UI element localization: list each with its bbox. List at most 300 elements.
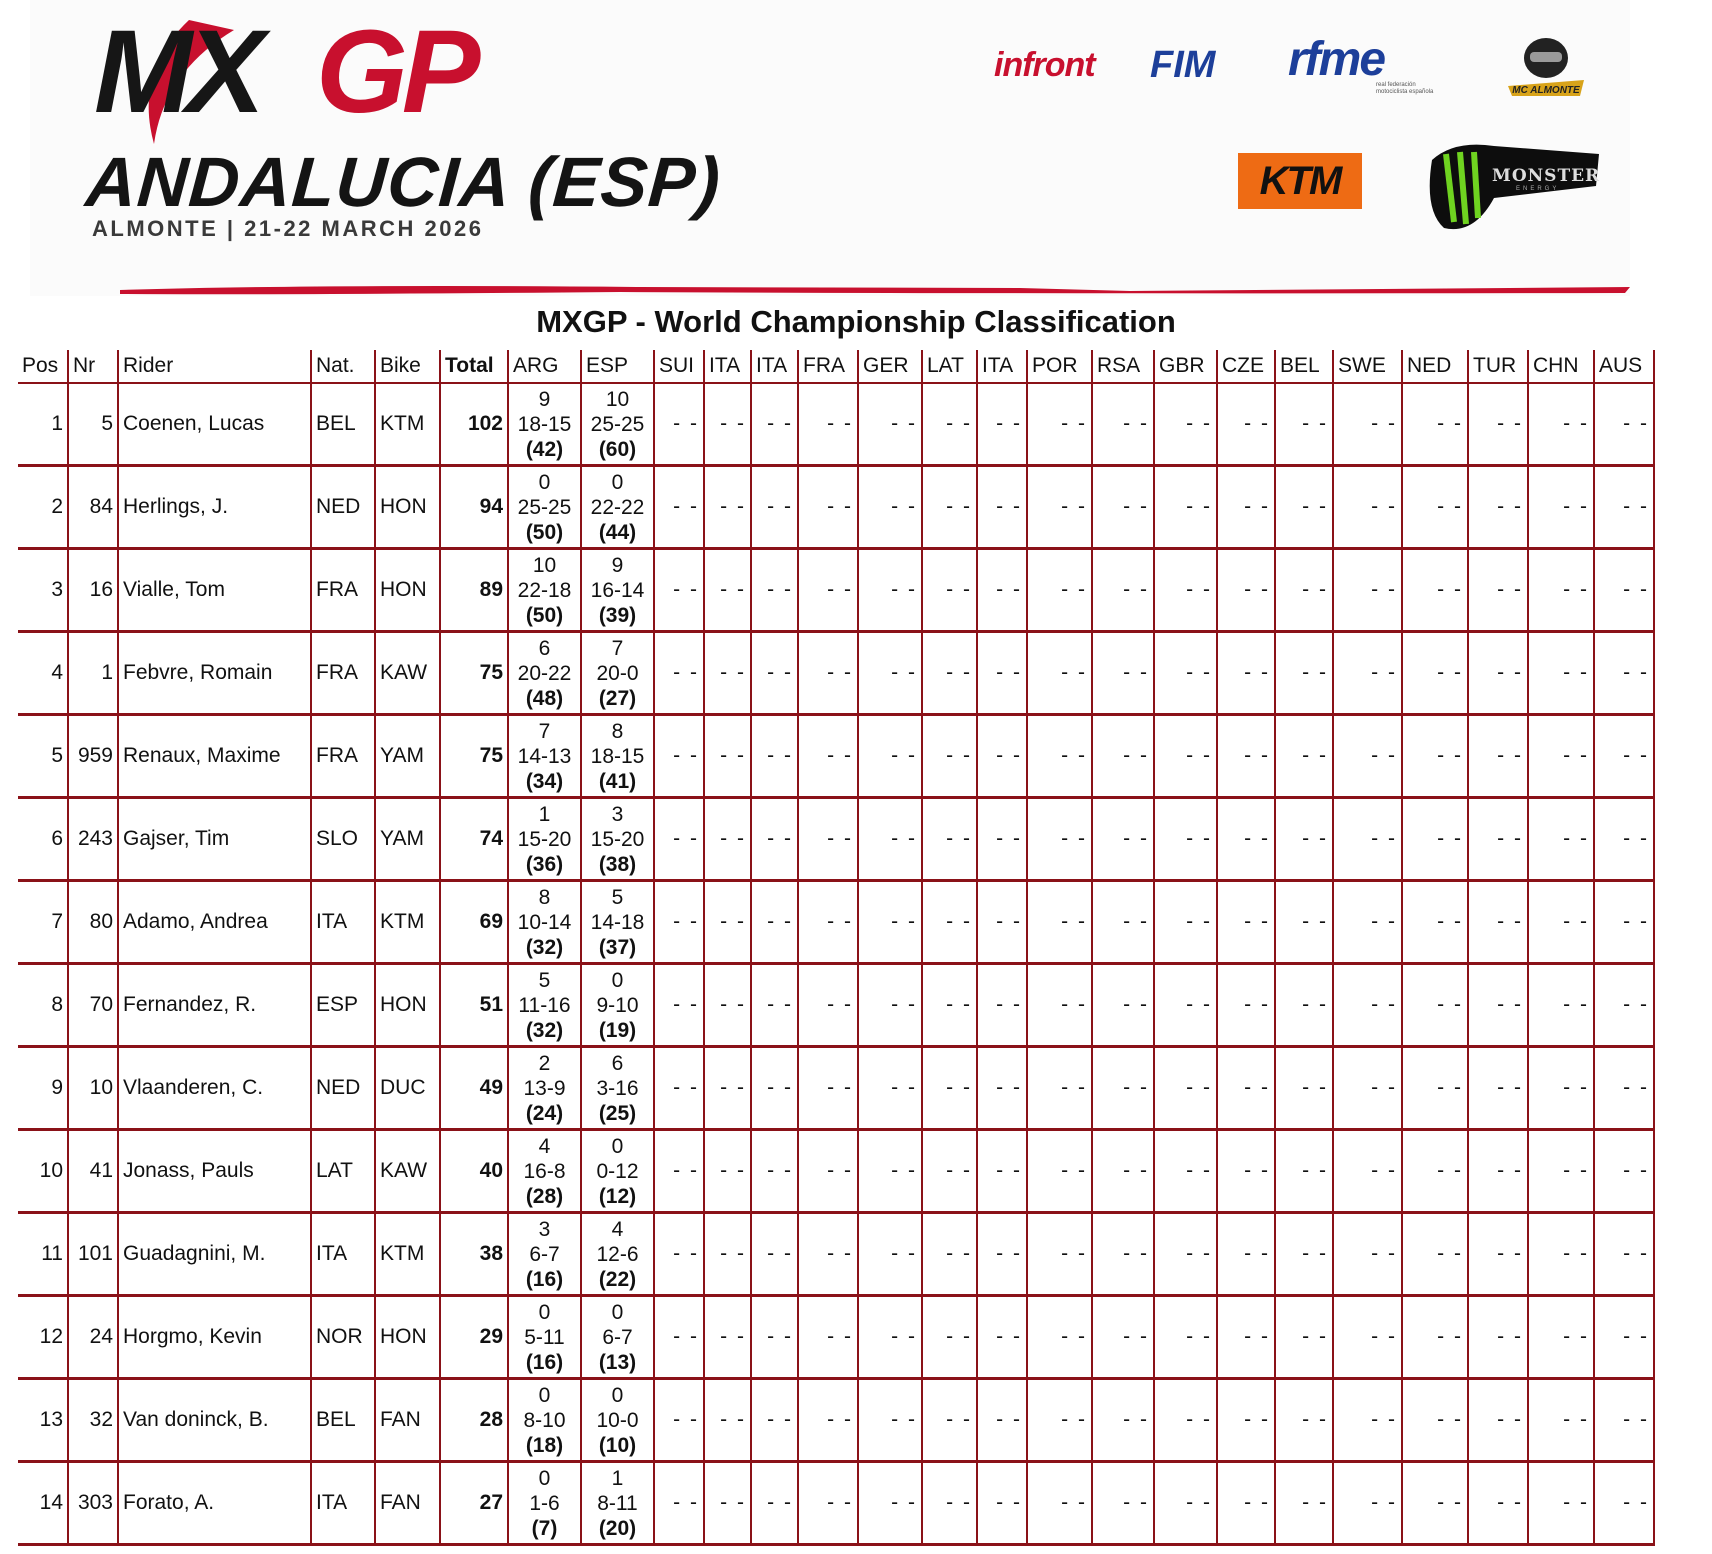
- empty-result-cell: - -: [858, 632, 922, 715]
- empty-result-cell: - -: [798, 383, 858, 466]
- empty-result-cell: - -: [1154, 964, 1217, 1047]
- empty-result-cell: - -: [1468, 964, 1528, 1047]
- nat-cell: NOR: [311, 1296, 375, 1379]
- empty-result-cell: - -: [922, 632, 977, 715]
- heat-points: 6-7: [602, 1325, 633, 1349]
- empty-result-cell: - -: [1275, 881, 1333, 964]
- empty-result-cell: - -: [858, 1047, 922, 1130]
- nat-cell: ITA: [311, 1213, 375, 1296]
- empty-result-cell: - -: [1528, 1047, 1594, 1130]
- mc-almonte-logo: [1496, 30, 1596, 100]
- empty-result-cell: - -: [798, 1130, 858, 1213]
- gp-points: (34): [525, 769, 564, 793]
- pos-cell: 6: [18, 798, 68, 881]
- empty-result-cell: - -: [1217, 1130, 1275, 1213]
- empty-result-cell: - -: [1027, 383, 1092, 466]
- gp-position: 0: [611, 1383, 624, 1407]
- empty-result-cell: - -: [1528, 383, 1594, 466]
- arg-result-cell: [508, 1379, 581, 1462]
- gp-points: (44): [598, 520, 637, 544]
- column-header-tur-22: TUR: [1468, 350, 1528, 383]
- empty-result-cell: - -: [798, 798, 858, 881]
- empty-result-cell: - -: [798, 1296, 858, 1379]
- esp-result-cell: [581, 798, 654, 881]
- empty-result-cell: - -: [977, 964, 1027, 1047]
- total-cell: 69: [440, 881, 508, 964]
- empty-result-cell: - -: [1594, 632, 1654, 715]
- empty-result-cell: - -: [654, 383, 704, 466]
- nr-cell: 70: [68, 964, 118, 1047]
- empty-result-cell: - -: [977, 1130, 1027, 1213]
- empty-result-cell: - -: [922, 1130, 977, 1213]
- gp-points: (36): [525, 852, 564, 876]
- empty-result-cell: - -: [922, 881, 977, 964]
- nat-cell: FRA: [311, 632, 375, 715]
- empty-result-cell: - -: [1154, 632, 1217, 715]
- empty-result-cell: - -: [1528, 1130, 1594, 1213]
- empty-result-cell: - -: [1217, 1213, 1275, 1296]
- gp-position: 1: [538, 802, 551, 826]
- empty-result-cell: - -: [1092, 1296, 1154, 1379]
- column-header-ger-12: GER: [858, 350, 922, 383]
- empty-result-cell: - -: [1528, 1462, 1594, 1545]
- empty-result-cell: - -: [858, 1130, 922, 1213]
- empty-result-cell: - -: [1217, 881, 1275, 964]
- esp-result-cell: [581, 1462, 654, 1545]
- empty-result-cell: - -: [1333, 632, 1402, 715]
- empty-result-cell: - -: [922, 1296, 977, 1379]
- pos-cell: 11: [18, 1213, 68, 1296]
- empty-result-cell: - -: [1594, 798, 1654, 881]
- gp-position: 0: [538, 1383, 551, 1407]
- table-row: [18, 383, 1654, 466]
- gp-position: 1: [611, 1466, 624, 1490]
- table-row: [18, 466, 1654, 549]
- rider-cell: Herlings, J.: [118, 466, 311, 549]
- empty-result-cell: - -: [798, 1379, 858, 1462]
- empty-result-cell: - -: [1275, 1462, 1333, 1545]
- empty-result-cell: - -: [1154, 1130, 1217, 1213]
- pos-cell: 2: [18, 466, 68, 549]
- column-header-lat-13: LAT: [922, 350, 977, 383]
- empty-result-cell: - -: [704, 1130, 751, 1213]
- empty-result-cell: - -: [1468, 466, 1528, 549]
- rider-cell: Adamo, Andrea: [118, 881, 311, 964]
- gp-position: 0: [611, 1134, 624, 1158]
- mxgp-logo-gp: GP: [316, 12, 475, 138]
- gp-points: (48): [525, 686, 564, 710]
- empty-result-cell: - -: [922, 964, 977, 1047]
- empty-result-cell: - -: [1217, 964, 1275, 1047]
- nat-cell: ITA: [311, 1462, 375, 1545]
- empty-result-cell: - -: [751, 549, 798, 632]
- arg-result-cell: [508, 632, 581, 715]
- empty-result-cell: - -: [704, 881, 751, 964]
- empty-result-cell: - -: [1027, 466, 1092, 549]
- empty-result-cell: - -: [1333, 881, 1402, 964]
- empty-result-cell: - -: [1594, 1130, 1654, 1213]
- empty-result-cell: - -: [1402, 1130, 1468, 1213]
- column-header-nat-3: Nat.: [311, 350, 375, 383]
- column-header-sui-8: SUI: [654, 350, 704, 383]
- empty-result-cell: - -: [1092, 798, 1154, 881]
- empty-result-cell: - -: [798, 881, 858, 964]
- gp-points: (16): [525, 1350, 564, 1374]
- arg-result-cell: [508, 466, 581, 549]
- table-row: [18, 881, 1654, 964]
- gp-position: 0: [538, 1466, 551, 1490]
- empty-result-cell: - -: [798, 715, 858, 798]
- total-cell: 51: [440, 964, 508, 1047]
- gp-points: (42): [525, 437, 564, 461]
- empty-result-cell: - -: [1092, 549, 1154, 632]
- empty-result-cell: - -: [1275, 1379, 1333, 1462]
- standings-table: [18, 350, 1655, 1546]
- bike-cell: KTM: [375, 881, 440, 964]
- empty-result-cell: - -: [1275, 466, 1333, 549]
- pos-cell: 7: [18, 881, 68, 964]
- gp-points: (50): [525, 603, 564, 627]
- gp-position: 8: [611, 719, 624, 743]
- empty-result-cell: - -: [1154, 1379, 1217, 1462]
- empty-result-cell: - -: [1402, 1047, 1468, 1130]
- total-cell: 28: [440, 1379, 508, 1462]
- empty-result-cell: - -: [751, 1130, 798, 1213]
- empty-result-cell: - -: [654, 549, 704, 632]
- empty-result-cell: - -: [1402, 549, 1468, 632]
- nr-cell: 16: [68, 549, 118, 632]
- event-subtitle: ALMONTE | 21-22 MARCH 2026: [92, 216, 484, 241]
- total-cell: 38: [440, 1213, 508, 1296]
- empty-result-cell: - -: [858, 383, 922, 466]
- column-header-por-15: POR: [1027, 350, 1092, 383]
- empty-result-cell: - -: [977, 798, 1027, 881]
- empty-result-cell: - -: [1027, 715, 1092, 798]
- gp-points: (28): [525, 1184, 564, 1208]
- empty-result-cell: - -: [1027, 1462, 1092, 1545]
- pos-cell: 13: [18, 1379, 68, 1462]
- empty-result-cell: - -: [977, 1462, 1027, 1545]
- nat-cell: BEL: [311, 1379, 375, 1462]
- empty-result-cell: - -: [1594, 466, 1654, 549]
- table-row: [18, 1213, 1654, 1296]
- empty-result-cell: - -: [1402, 466, 1468, 549]
- gp-position: 3: [538, 1217, 551, 1241]
- empty-result-cell: - -: [1027, 1296, 1092, 1379]
- gp-points: (12): [598, 1184, 637, 1208]
- nr-cell: 101: [68, 1213, 118, 1296]
- rfme-logo-subtitle: real federación motociclista española: [1376, 82, 1434, 95]
- empty-result-cell: - -: [1468, 1130, 1528, 1213]
- table-row: [18, 632, 1654, 715]
- empty-result-cell: - -: [858, 964, 922, 1047]
- column-header-esp-7: ESP: [581, 350, 654, 383]
- empty-result-cell: - -: [654, 1130, 704, 1213]
- empty-result-cell: - -: [1092, 383, 1154, 466]
- column-header-bike-4: Bike: [375, 350, 440, 383]
- mxgp-logo: [94, 12, 554, 152]
- empty-result-cell: - -: [1402, 881, 1468, 964]
- empty-result-cell: - -: [654, 798, 704, 881]
- empty-result-cell: - -: [1217, 632, 1275, 715]
- empty-result-cell: - -: [704, 632, 751, 715]
- empty-result-cell: - -: [798, 632, 858, 715]
- empty-result-cell: - -: [1528, 1379, 1594, 1462]
- empty-result-cell: - -: [858, 715, 922, 798]
- column-header-chn-23: CHN: [1528, 350, 1594, 383]
- gp-position: 9: [538, 387, 551, 411]
- empty-result-cell: - -: [977, 466, 1027, 549]
- empty-result-cell: - -: [1594, 1213, 1654, 1296]
- red-brush-stroke: [120, 282, 1630, 296]
- monster-energy-logo: [1424, 140, 1604, 240]
- gp-position: 0: [611, 1300, 624, 1324]
- total-cell: 75: [440, 715, 508, 798]
- empty-result-cell: - -: [1027, 549, 1092, 632]
- empty-result-cell: - -: [1402, 1296, 1468, 1379]
- heat-points: 11-16: [518, 993, 571, 1017]
- empty-result-cell: - -: [1333, 1296, 1402, 1379]
- arg-result-cell: [508, 1296, 581, 1379]
- empty-result-cell: - -: [1275, 549, 1333, 632]
- empty-result-cell: - -: [1333, 1047, 1402, 1130]
- empty-result-cell: - -: [977, 632, 1027, 715]
- esp-result-cell: [581, 383, 654, 466]
- gp-points: (41): [598, 769, 637, 793]
- total-cell: 89: [440, 549, 508, 632]
- pos-cell: 4: [18, 632, 68, 715]
- esp-result-cell: [581, 549, 654, 632]
- heat-points: 13-9: [523, 1076, 566, 1100]
- empty-result-cell: - -: [1217, 549, 1275, 632]
- rider-cell: Guadagnini, M.: [118, 1213, 311, 1296]
- empty-result-cell: - -: [1027, 1047, 1092, 1130]
- empty-result-cell: - -: [977, 383, 1027, 466]
- empty-result-cell: - -: [1092, 632, 1154, 715]
- column-header-nr-1: Nr: [68, 350, 118, 383]
- empty-result-cell: - -: [1594, 715, 1654, 798]
- empty-result-cell: - -: [1275, 1213, 1333, 1296]
- empty-result-cell: - -: [751, 881, 798, 964]
- arg-result-cell: [508, 798, 581, 881]
- esp-result-cell: [581, 1130, 654, 1213]
- empty-result-cell: - -: [1092, 1379, 1154, 1462]
- gp-position: 8: [538, 885, 551, 909]
- total-cell: 40: [440, 1130, 508, 1213]
- heat-points: 22-22: [590, 495, 645, 519]
- empty-result-cell: - -: [922, 1047, 977, 1130]
- empty-result-cell: - -: [751, 1047, 798, 1130]
- empty-result-cell: - -: [1027, 632, 1092, 715]
- empty-result-cell: - -: [1275, 964, 1333, 1047]
- gp-position: 0: [611, 968, 624, 992]
- empty-result-cell: - -: [1468, 1213, 1528, 1296]
- gp-points: (20): [598, 1516, 637, 1540]
- empty-result-cell: - -: [1027, 1213, 1092, 1296]
- table-header-row: [18, 350, 1654, 383]
- rfme-logo: rfme: [1288, 33, 1385, 86]
- rider-cell: Coenen, Lucas: [118, 383, 311, 466]
- heat-points: 20-22: [517, 661, 572, 685]
- bike-cell: KAW: [375, 1130, 440, 1213]
- empty-result-cell: - -: [1594, 383, 1654, 466]
- empty-result-cell: - -: [1027, 881, 1092, 964]
- gp-points: (7): [531, 1516, 558, 1540]
- heat-points: 14-13: [517, 744, 572, 768]
- empty-result-cell: - -: [977, 1047, 1027, 1130]
- gp-points: (10): [598, 1433, 637, 1457]
- bike-cell: YAM: [375, 798, 440, 881]
- column-header-ita-10: ITA: [751, 350, 798, 383]
- empty-result-cell: - -: [1333, 549, 1402, 632]
- heat-points: 3-16: [596, 1076, 639, 1100]
- empty-result-cell: - -: [654, 964, 704, 1047]
- column-header-gbr-17: GBR: [1154, 350, 1217, 383]
- empty-result-cell: - -: [1468, 798, 1528, 881]
- empty-result-cell: - -: [1154, 798, 1217, 881]
- nat-cell: BEL: [311, 383, 375, 466]
- gp-points: (18): [525, 1433, 564, 1457]
- empty-result-cell: - -: [1275, 1130, 1333, 1213]
- arg-result-cell: [508, 964, 581, 1047]
- empty-result-cell: - -: [1528, 881, 1594, 964]
- empty-result-cell: - -: [1092, 466, 1154, 549]
- arg-result-cell: [508, 1462, 581, 1545]
- heat-points: 25-25: [517, 495, 572, 519]
- empty-result-cell: - -: [654, 881, 704, 964]
- bike-cell: KTM: [375, 1213, 440, 1296]
- gp-position: 0: [538, 1300, 551, 1324]
- empty-result-cell: - -: [1275, 1296, 1333, 1379]
- empty-result-cell: - -: [1154, 466, 1217, 549]
- rider-cell: Forato, A.: [118, 1462, 311, 1545]
- esp-result-cell: [581, 715, 654, 798]
- empty-result-cell: - -: [751, 632, 798, 715]
- gp-points: (32): [525, 1018, 564, 1042]
- empty-result-cell: - -: [1468, 549, 1528, 632]
- nr-cell: 959: [68, 715, 118, 798]
- pos-cell: 5: [18, 715, 68, 798]
- empty-result-cell: - -: [704, 549, 751, 632]
- gp-points: (39): [598, 603, 637, 627]
- monster-claw-icon: [1424, 140, 1604, 240]
- empty-result-cell: - -: [1594, 1462, 1654, 1545]
- empty-result-cell: - -: [1402, 1213, 1468, 1296]
- pos-cell: 1: [18, 383, 68, 466]
- heat-points: 10-0: [596, 1408, 639, 1432]
- empty-result-cell: - -: [1154, 715, 1217, 798]
- empty-result-cell: - -: [1468, 881, 1528, 964]
- table-row: [18, 1379, 1654, 1462]
- bike-cell: HON: [375, 1296, 440, 1379]
- esp-result-cell: [581, 1213, 654, 1296]
- empty-result-cell: - -: [1402, 715, 1468, 798]
- empty-result-cell: - -: [922, 549, 977, 632]
- empty-result-cell: - -: [704, 798, 751, 881]
- gp-position: 3: [611, 802, 624, 826]
- bike-cell: FAN: [375, 1462, 440, 1545]
- empty-result-cell: - -: [1468, 1379, 1528, 1462]
- arg-result-cell: [508, 1047, 581, 1130]
- empty-result-cell: - -: [1092, 964, 1154, 1047]
- column-header-total-5: Total: [440, 350, 508, 383]
- gp-position: 4: [538, 1134, 551, 1158]
- gp-position: 6: [538, 636, 551, 660]
- empty-result-cell: - -: [654, 715, 704, 798]
- pos-cell: 12: [18, 1296, 68, 1379]
- heat-points: 10-14: [517, 910, 572, 934]
- total-cell: 27: [440, 1462, 508, 1545]
- empty-result-cell: - -: [977, 1379, 1027, 1462]
- empty-result-cell: - -: [922, 383, 977, 466]
- empty-result-cell: - -: [798, 1047, 858, 1130]
- empty-result-cell: - -: [1468, 383, 1528, 466]
- heat-points: 8-10: [523, 1408, 566, 1432]
- gp-points: (19): [598, 1018, 637, 1042]
- gp-points: (50): [525, 520, 564, 544]
- nr-cell: 10: [68, 1047, 118, 1130]
- empty-result-cell: - -: [1594, 881, 1654, 964]
- empty-result-cell: - -: [922, 1379, 977, 1462]
- empty-result-cell: - -: [1594, 1379, 1654, 1462]
- empty-result-cell: - -: [798, 549, 858, 632]
- empty-result-cell: - -: [798, 466, 858, 549]
- total-cell: 29: [440, 1296, 508, 1379]
- total-cell: 102: [440, 383, 508, 466]
- event-header-banner: [30, 0, 1630, 296]
- gp-position: 5: [611, 885, 624, 909]
- mxgp-logo-mx: MX: [94, 12, 259, 138]
- gp-position: 5: [538, 968, 551, 992]
- empty-result-cell: - -: [1217, 1379, 1275, 1462]
- empty-result-cell: - -: [1333, 1462, 1402, 1545]
- rider-cell: Vialle, Tom: [118, 549, 311, 632]
- rider-cell: Horgmo, Kevin: [118, 1296, 311, 1379]
- empty-result-cell: - -: [858, 1213, 922, 1296]
- empty-result-cell: - -: [1333, 798, 1402, 881]
- empty-result-cell: - -: [1594, 1047, 1654, 1130]
- bike-cell: HON: [375, 466, 440, 549]
- empty-result-cell: - -: [1402, 1462, 1468, 1545]
- arg-result-cell: [508, 383, 581, 466]
- bike-cell: KAW: [375, 632, 440, 715]
- bike-cell: HON: [375, 549, 440, 632]
- heat-points: 16-8: [523, 1159, 566, 1183]
- pos-cell: 3: [18, 549, 68, 632]
- table-row: [18, 964, 1654, 1047]
- rider-cell: Febvre, Romain: [118, 632, 311, 715]
- classification-title: MXGP - World Championship Classification: [536, 304, 1176, 339]
- heat-points: 6-7: [529, 1242, 560, 1266]
- empty-result-cell: - -: [858, 549, 922, 632]
- empty-result-cell: - -: [751, 383, 798, 466]
- empty-result-cell: - -: [1468, 632, 1528, 715]
- empty-result-cell: - -: [1217, 715, 1275, 798]
- empty-result-cell: - -: [1217, 466, 1275, 549]
- empty-result-cell: - -: [1217, 1047, 1275, 1130]
- esp-result-cell: [581, 1047, 654, 1130]
- total-cell: 74: [440, 798, 508, 881]
- empty-result-cell: - -: [751, 798, 798, 881]
- empty-result-cell: - -: [1333, 715, 1402, 798]
- nr-cell: 5: [68, 383, 118, 466]
- empty-result-cell: - -: [1027, 964, 1092, 1047]
- heat-points: 14-18: [590, 910, 645, 934]
- gp-points: (38): [598, 852, 637, 876]
- empty-result-cell: - -: [1468, 1047, 1528, 1130]
- empty-result-cell: - -: [1217, 798, 1275, 881]
- empty-result-cell: - -: [654, 632, 704, 715]
